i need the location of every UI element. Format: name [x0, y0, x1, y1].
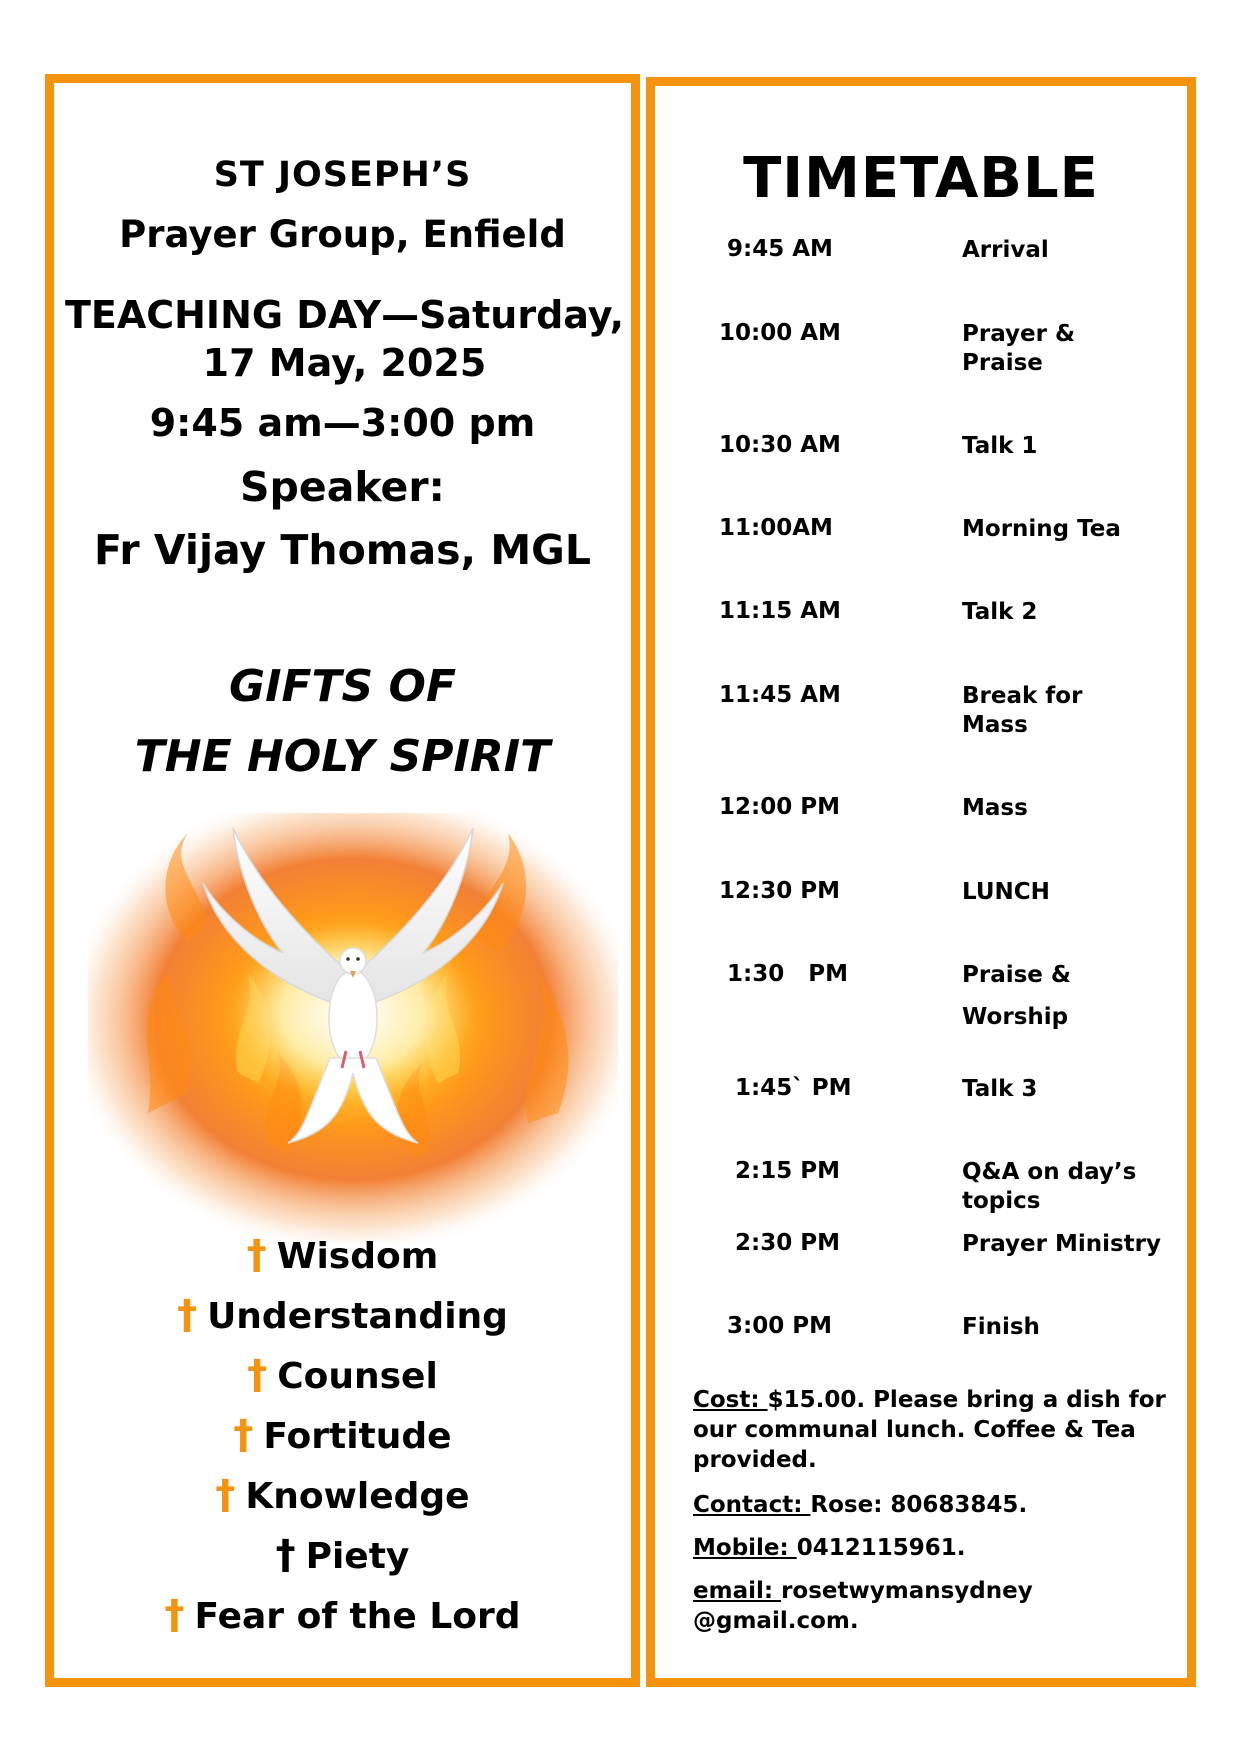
row-time: 2:15 PM: [719, 1158, 840, 1184]
mobile-info: [693, 1533, 1173, 1563]
row-activity: Talk 1: [962, 433, 1038, 459]
row-time: 10:00 AM: [719, 320, 841, 346]
row-time: 11:00AM: [719, 515, 833, 541]
mobile-label: Mobile:: [693, 1535, 797, 1561]
left-panel: [45, 74, 640, 1687]
gift-label: Fear of the Lord: [194, 1596, 521, 1637]
row-activity: LUNCH: [962, 879, 1050, 905]
contact-label: Contact:: [693, 1492, 811, 1518]
gift-item: [54, 1525, 631, 1585]
cross-icon: †: [246, 1232, 267, 1278]
email-label: email:: [693, 1578, 782, 1604]
event-date: 17 May, 2025: [202, 341, 487, 385]
theme-line-1: GIFTS OF: [228, 661, 457, 712]
gift-label: Counsel: [277, 1356, 438, 1397]
theme-line-2: THE HOLY SPIRIT: [134, 731, 551, 782]
row-activity: Talk 2: [962, 599, 1038, 625]
event-heading: [50, 291, 639, 387]
row-activity: Morning Tea: [962, 516, 1121, 542]
gifts-list: [54, 1225, 631, 1645]
mobile-text: 0412115961.: [796, 1535, 966, 1561]
cross-icon: †: [215, 1472, 236, 1518]
row-activity: Prayer Ministry: [962, 1231, 1162, 1257]
cross-icon: †: [164, 1592, 185, 1638]
email-info[interactable]: [693, 1576, 1173, 1636]
row-time: 9:45 AM: [719, 236, 833, 262]
cost-label: Cost:: [693, 1387, 768, 1413]
gift-item: [54, 1465, 631, 1525]
row-time: 11:15 AM: [719, 598, 841, 624]
row-activity: Prayer & Praise: [962, 321, 1076, 376]
gift-label: Knowledge: [245, 1476, 470, 1517]
speaker-label: Speaker:: [240, 463, 445, 511]
event-hours: 9:45 am—3:00 pm: [149, 401, 536, 445]
row-activity: Mass: [962, 795, 1028, 821]
row-time: 11:45 AM: [719, 682, 841, 708]
cross-icon: †: [177, 1292, 198, 1338]
gift-item: [54, 1405, 631, 1465]
gift-item: [54, 1225, 631, 1285]
row-activity: Q&A on day’s topics: [962, 1159, 1137, 1214]
row-time: 3:00 PM: [719, 1313, 832, 1339]
right-panel: [646, 77, 1196, 1687]
gift-item: [54, 1345, 631, 1405]
speaker-name: Fr Vijay Thomas, MGL: [94, 526, 591, 574]
row-activity: Arrival: [962, 237, 1049, 263]
row-time: 10:30 AM: [719, 432, 841, 458]
row-activity: Finish: [962, 1314, 1040, 1340]
gift-label: Fortitude: [263, 1416, 452, 1457]
dove-in-flames-icon: [88, 813, 618, 1243]
gift-item: [54, 1285, 631, 1345]
row-activity: Praise & Worship: [962, 962, 1071, 1030]
gift-label: Wisdom: [276, 1236, 439, 1277]
org-subtitle: Prayer Group, Enfield: [119, 213, 566, 256]
cross-icon: †: [233, 1412, 254, 1458]
row-activity: Break for Mass: [962, 683, 1083, 738]
row-activity: Talk 3: [962, 1076, 1038, 1102]
row-time: 12:00 PM: [719, 794, 840, 820]
contact-text: Rose: 80683845.: [810, 1492, 1028, 1518]
gift-item: [54, 1585, 631, 1645]
timetable-title: TIMETABLE: [743, 146, 1099, 211]
row-time: 2:30 PM: [719, 1230, 840, 1256]
row-time: 1:30 PM: [719, 961, 848, 987]
row-time: 12:30 PM: [719, 878, 840, 904]
cross-icon: †: [247, 1352, 268, 1398]
gift-label: Piety: [305, 1536, 410, 1577]
contact-info: [693, 1490, 1173, 1520]
row-time: 1:45` PM: [719, 1075, 852, 1101]
event-day: TEACHING DAY—Saturday,: [64, 293, 625, 337]
cost-text: $15.00. Please bring a dish for our communal lunch. Coffee & Tea provided.: [693, 1387, 1166, 1473]
cross-icon: †: [275, 1532, 296, 1578]
org-name: ST JOSEPH’S: [213, 155, 472, 195]
email-address[interactable]: rosetwymansydney @gmail.com.: [693, 1578, 1033, 1634]
gift-label: Understanding: [207, 1296, 508, 1337]
cost-info: [693, 1385, 1173, 1475]
